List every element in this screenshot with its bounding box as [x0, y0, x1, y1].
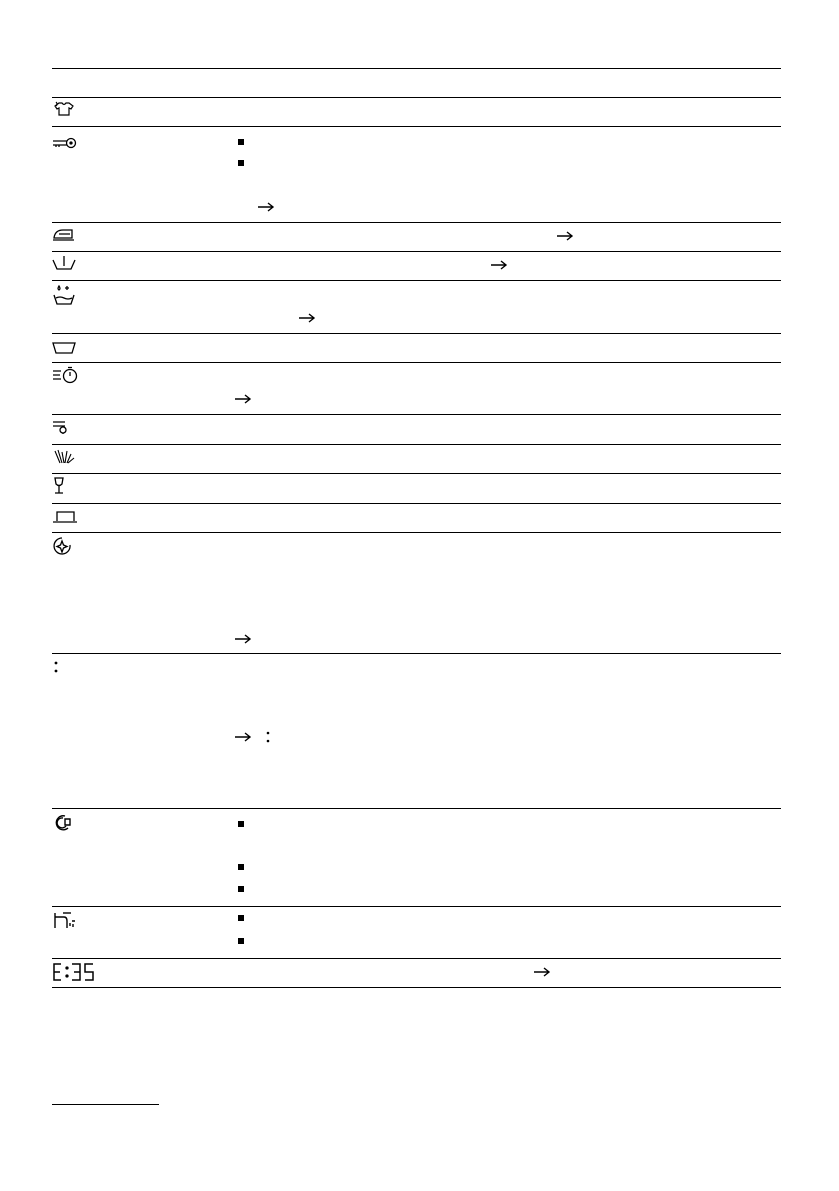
tray-icon: [52, 510, 92, 530]
tub-icon: [52, 341, 92, 361]
basin-icon: [52, 255, 92, 275]
row-divider: [52, 503, 781, 504]
speed-timer-icon: [52, 366, 92, 386]
key-icon: [52, 136, 92, 156]
salt-icon: [52, 813, 92, 833]
bullet-marker: [238, 139, 244, 145]
row-divider: [52, 126, 781, 127]
drying-icon: [52, 419, 92, 439]
hygiene-grass-icon: [52, 449, 92, 469]
row-divider: [52, 362, 781, 363]
row-divider: [52, 808, 781, 809]
row-divider: [52, 414, 781, 415]
row-divider: [52, 906, 781, 907]
footnote-rule: [52, 1104, 159, 1105]
row-divider: [52, 97, 781, 98]
bullet-marker: [238, 886, 244, 892]
display-code-e35: [52, 962, 102, 982]
arrow-right-icon: [234, 732, 252, 742]
bullet-marker: [238, 938, 244, 944]
shirt-icon: [52, 101, 92, 121]
basin-plus-icon: [52, 284, 92, 304]
bullet-marker: [238, 821, 244, 827]
row-divider: [52, 958, 781, 959]
bullet-marker: [238, 915, 244, 921]
arrow-right-icon: [490, 260, 508, 270]
row-divider: [52, 333, 781, 334]
arrow-right-icon: [298, 313, 316, 323]
row-divider: [52, 532, 781, 533]
row-divider: [52, 222, 781, 223]
arrow-right-icon: [234, 394, 252, 404]
table-top-rule: [52, 68, 781, 69]
arrow-right-icon: [556, 231, 574, 241]
sparkle-clock-icon: [52, 536, 92, 556]
bullet-marker: [238, 864, 244, 870]
arrow-right-icon: [257, 202, 275, 212]
tap-icon: [52, 911, 92, 931]
row-divider: [52, 653, 781, 654]
arrow-right-icon: [533, 967, 551, 977]
row-divider: [52, 251, 781, 252]
colon-dots-icon: [266, 731, 270, 743]
glass-icon: [52, 477, 92, 497]
row-divider: [52, 280, 781, 281]
row-divider: [52, 444, 781, 445]
table-bottom-rule: [52, 987, 781, 988]
arrow-right-icon: [234, 634, 252, 644]
row-divider: [52, 473, 781, 474]
colon-dots-icon: [52, 660, 92, 680]
bullet-marker: [238, 160, 244, 166]
iron-icon: [52, 227, 92, 247]
